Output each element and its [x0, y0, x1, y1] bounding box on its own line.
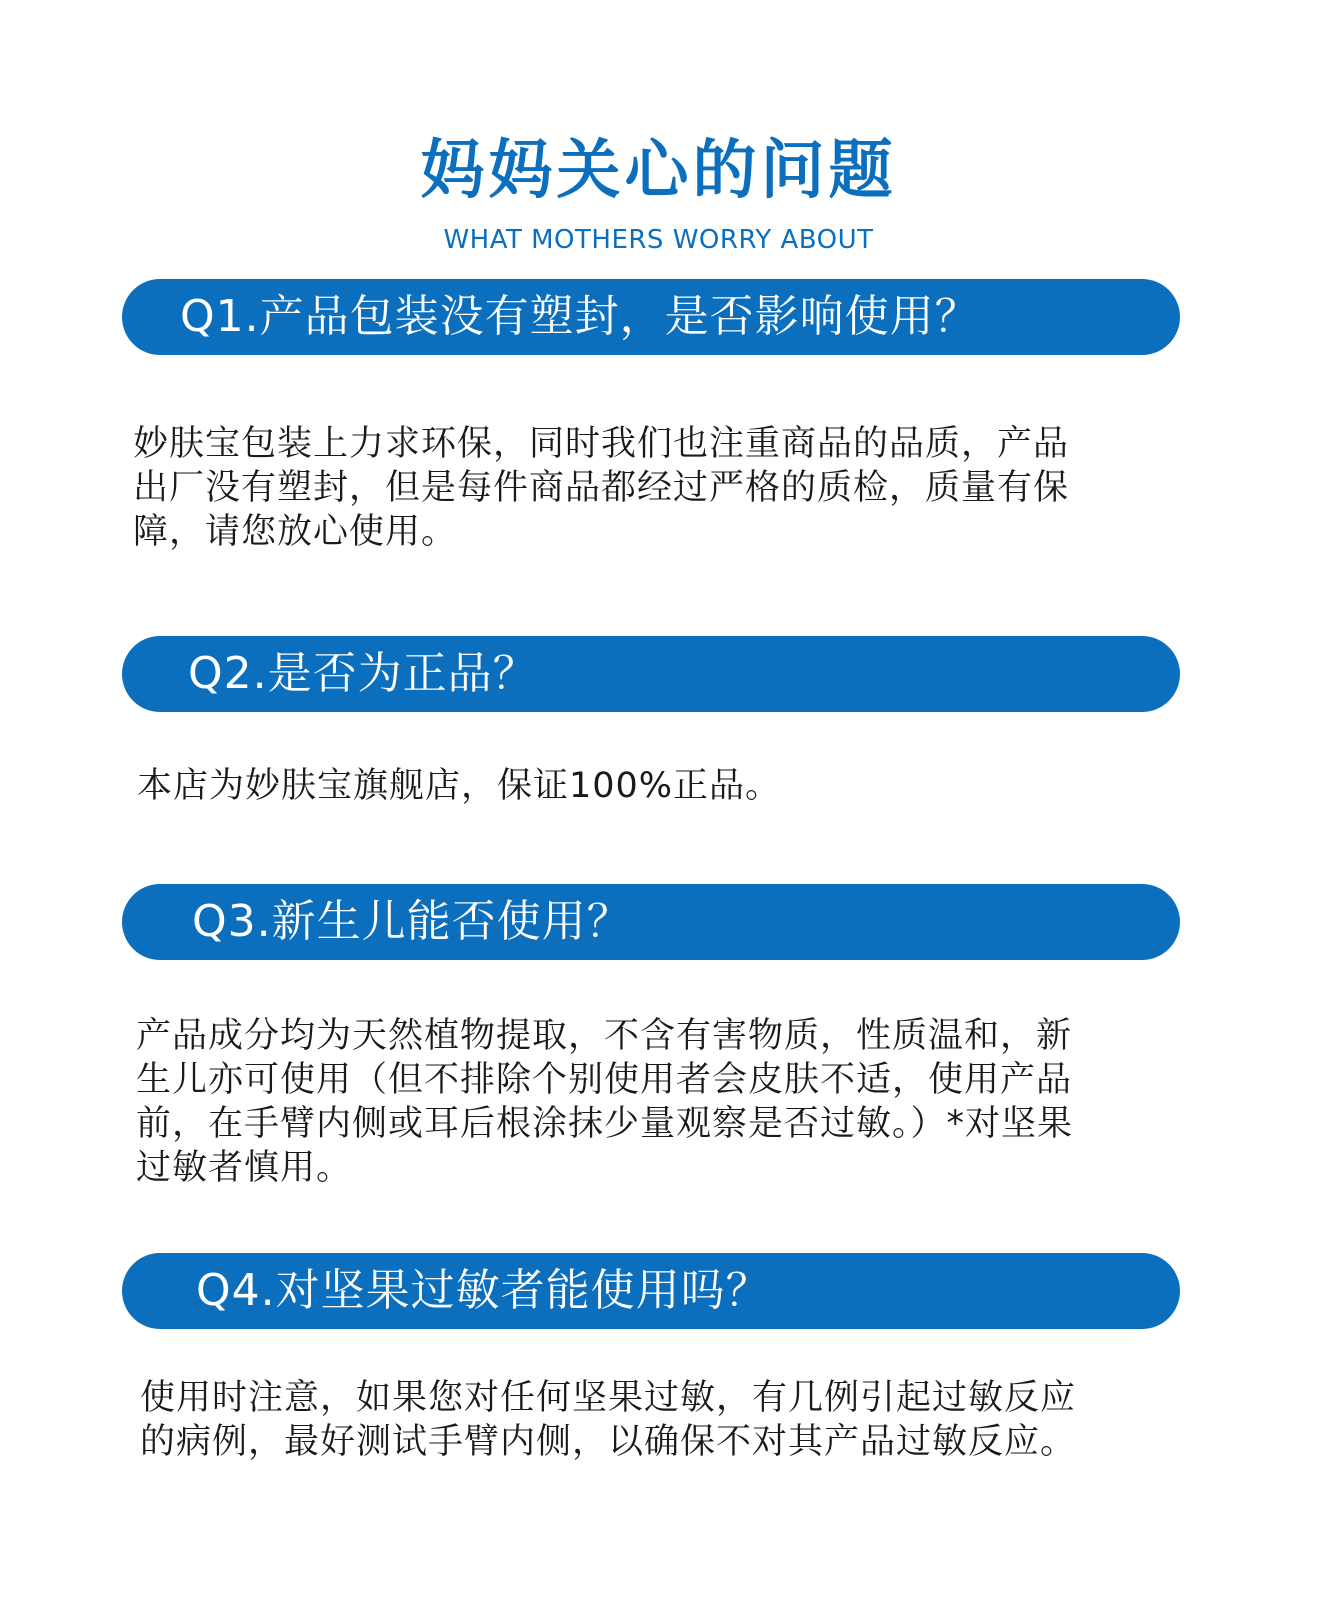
faq-answer-1-line: 妙肤宝包装上力求环保，同时我们也注重商品的品质，产品	[133, 424, 1070, 464]
faq-answer-2	[137, 764, 1167, 808]
faq-question-4: Q4.对坚果过敏者能使用吗？	[196, 1265, 771, 1316]
faq-question-1: Q1.产品包装没有塑封，是否影响使用？	[180, 291, 980, 342]
faq-answer-3-line: 前，在手臂内侧或耳后根涂抹少量观察是否过敏。）*对坚果	[136, 1104, 1074, 1144]
faq-question-bar-4	[122, 1253, 1180, 1329]
page-subtitle: WHAT MOTHERS WORRY ABOUT	[443, 225, 874, 255]
faq-answer-3	[136, 1014, 1166, 1190]
faq-question-bar-2	[122, 636, 1180, 712]
faq-question-bar-3	[122, 884, 1180, 960]
faq-answer-3-line: 生儿亦可使用（但不排除个别使用者会皮肤不适，使用产品	[136, 1060, 1073, 1100]
faq-answer-1-line: 障，请您放心使用。	[133, 512, 458, 552]
faq-answer-3-line: 产品成分均为天然植物提取，不含有害物质，性质温和，新	[136, 1016, 1073, 1056]
faq-answer-4-line: 的病例，最好测试手臂内侧，以确保不对其产品过敏反应。	[140, 1422, 1077, 1462]
faq-question-2: Q2.是否为正品？	[188, 648, 538, 699]
faq-answer-1	[133, 422, 1163, 554]
faq-answer-4	[140, 1376, 1170, 1464]
page-title: 妈妈关心的问题	[420, 134, 897, 208]
faq-question-bar-1	[122, 279, 1180, 355]
faq-answer-2-line: 本店为妙肤宝旗舰店，保证100%正品。	[137, 766, 782, 806]
faq-answer-4-line: 使用时注意，如果您对任何坚果过敏，有几例引起过敏反应	[140, 1378, 1077, 1418]
faq-answer-1-line: 出厂没有塑封，但是每件商品都经过严格的质检，质量有保	[133, 468, 1070, 508]
faq-answer-3-line: 过敏者慎用。	[136, 1148, 353, 1188]
faq-question-3: Q3.新生儿能否使用？	[192, 896, 632, 947]
